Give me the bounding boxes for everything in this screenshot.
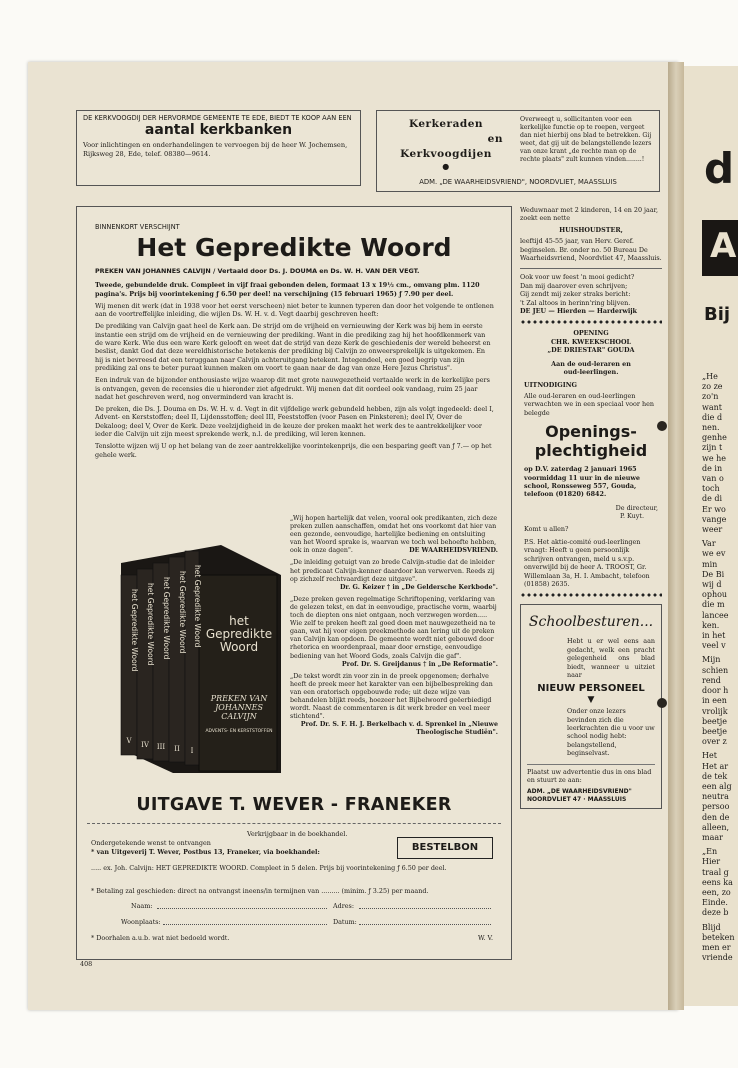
facing-text-line: genhe: [702, 433, 727, 443]
facing-text-line: „En: [702, 847, 718, 857]
facing-text-line: over z: [702, 737, 727, 747]
poem-line-2: Dan mij daarover even schrijven;: [520, 281, 628, 290]
facing-text-line: zo ze: [702, 382, 723, 392]
facing-text-line: in het: [702, 631, 726, 641]
main-para-5: Tenslotte wijzen wij U op het belang van de zeer aantrekkelijke voorintekenprijs, die een besparing geeft van ƒ 7.— op het gehele werk.: [95, 442, 492, 459]
gepredikte-woord-ad: [76, 206, 512, 960]
bestelbon-label: BESTELBON: [397, 837, 493, 859]
facing-letter-block: A: [710, 226, 737, 266]
opening-director: De directeur,: [615, 503, 658, 512]
poem-line-3: Gij zendt mij zeker straks bericht:: [520, 290, 631, 299]
facing-text-line: zo'n: [702, 392, 719, 402]
review-4-source: Prof. Dr. S. F. H. J. Berkelbach v. d. Sprenkel in „Nieuwe Theologische Studiën".: [300, 721, 498, 737]
facing-page: [684, 66, 738, 1006]
facing-text-line: want: [702, 402, 722, 412]
kerkbanken-title: aantal kerkbanken: [144, 122, 293, 139]
book-spine-2: het Gepredikte Woord: [178, 571, 187, 654]
review-3-source: Prof. Dr. S. Greijdanus † in „De Reformatie".: [341, 660, 498, 668]
school-ad: [520, 604, 662, 809]
widower-title: HUISHOUDSTER,: [559, 225, 623, 234]
main-kicker: BINNENKORT VERSCHIJNT: [95, 223, 180, 231]
facing-text-line: de di: [702, 494, 723, 504]
form-address-label: Adres:: [333, 902, 354, 910]
kerkeraden-title-1: Kerkeraden: [408, 118, 484, 130]
review-1-text: „Wij hopen hartelijk dat velen, vooral ook predikanten, zich deze preken zullen aanschaffen, omdat het ons voorkomt dat hier van een gezonde, eenvoudige, hartelijke bediening en ontsluiting van het Woord sprake is, waarvan we toch wel behoefte hebben, ook in onze dagen".: [290, 515, 498, 555]
facing-text-line: nen.: [702, 423, 720, 433]
review-1: [290, 515, 498, 555]
book-numeral-4: IV: [141, 741, 149, 749]
form-city-label: Woonplaats:: [121, 918, 161, 926]
kerkeraden-title-2: en: [487, 133, 503, 145]
review-4-text: „De tekst wordt zin voor zin in de preek opgenomen; derhalve heeft de preek meer het karakter van een bijbelbespreking dan van een oratorisch opgebouwde rede; uit deze wijze van behandelen blijkt reeds, hoezeer het Bijbelwoord geëerbiedigd wordt. Naast de commentaren is dit werk breder en veel meer stichtend".: [290, 672, 493, 721]
review-3-text: „Deze preken geven regelmatige Schriftopening, verklaring van de gelezen tekst, en dat in eenvoudige, practische vorm, waarbij toch de diepten ons niet ontgaan, noch verzwegen worden..... Wie zelf te preken heeft zal goed doen met nauwgezetheid na te gaan, wat hij voor eigen preekmethode aan lering uit de preken van Calvijn kan opdoen. De gemeente wordt niet gebouwd door rhetorica en woordenpraal, maar door ernstige, eenvoudige bediening van het Woord Gods, zoals Calvijn die gaf".: [290, 595, 497, 660]
opening-invite-1: Aan de oud-leraren en: [551, 359, 631, 368]
book-spine-1: het Gepredikte Woord: [193, 565, 202, 648]
review-2-text: „De inleiding getuigt van zo brede Calvijn-studie dat de inleider het predicaat Calvijn-kenner daardoor kan verwerven. Reeds zij op zichzelf rechtvaardigt deze uitgave".: [290, 559, 495, 583]
form-footnote: * Doorhalen a.u.b. wat niet bedoeld wordt.: [91, 934, 230, 942]
opening-ps: P.S. Het aktie-comité oud-leerlingen vraagt: Heeft u geen persoonlijk schrijven ontvangen, meld u s.v.p. onverwijld bij de heer A. TROOST, Gr. Willemlaan 3a, H. I. Ambacht, telefoon (01858) 2635.: [524, 537, 650, 588]
facing-text-line: den de: [702, 812, 730, 822]
main-title: Het Gepredikte Woord: [136, 233, 452, 262]
facing-text-column: [702, 372, 738, 963]
kerkeraden-address: ADM. „DE WAARHEIDSVRIEND", NOORDVLIET, MAASSLUIS: [419, 178, 617, 187]
opening-text-1: Alle oud-leraren en oud-leerlingen verwachten we in een speciaal voor hen belegde: [524, 391, 654, 417]
facing-text-line: Hier: [702, 857, 721, 867]
opening-head-3: „DE DRIESTAR" GOUDA: [547, 346, 635, 355]
facing-text-line: een alg: [702, 781, 732, 791]
book-numeral-5: V: [126, 737, 132, 745]
facing-text-line: die m: [702, 600, 725, 610]
facing-text-line: „He: [702, 372, 718, 381]
form-order-line: ..... ex. Joh. Calvijn: HET GEPREDIKTE WOORD. Compleet in 5 delen. Prijs bij voorintekening ƒ 6.50 per deel.: [91, 864, 447, 872]
facing-text-line: men er: [702, 942, 731, 952]
facing-text-line: beetje: [702, 726, 728, 736]
widower-ad: [520, 206, 662, 262]
book-numeral-1: I: [190, 747, 194, 755]
form-name-field[interactable]: [157, 908, 327, 909]
form-date-label: Datum:: [333, 918, 357, 926]
facing-text-line: beetje: [702, 716, 728, 726]
facing-text-line: veel v: [702, 641, 726, 651]
opening-head-2: CHR. KWEEKSCHOOL: [550, 337, 632, 346]
form-city-field[interactable]: [163, 924, 327, 925]
facing-text-line: ken.: [702, 620, 720, 630]
facing-text-line: eens ka: [702, 877, 733, 887]
facing-text-line: de tek: [702, 771, 728, 781]
facing-text-line: persoo: [702, 802, 730, 812]
main-specs: Tweede, gebundelde druk. Compleet in vijf fraai gebonden delen, formaat 13 x 19½ cm., omvang plm. 1120 pagina's. Prijs bij voorintekening ƒ 6.50 per deel! na verschijning (15 februari 1965) ƒ 7.90 per deel.: [95, 281, 480, 298]
facing-text-line: traal g: [702, 867, 729, 877]
widower-body: leeftijd 45-55 jaar, van Herv. Geref. beginselen. Br. onder no. 50 Bureau De Waarheidsvriend, Noordvliet 47, Maassluis.: [520, 237, 662, 263]
facing-text-line: de in: [702, 463, 723, 473]
facing-text-line: deze b: [702, 908, 729, 918]
main-para-1: Wij menen dit werk (dat in 1938 voor het eerst verscheen) niet beter te kunnen typeren dan door het volgende te ontlenen aan de voortreffelijke inleiding, die wijlen Ds. W. H. v. d. Vegt daarbij geschreven heeft:: [95, 301, 494, 319]
kerkeraden-body: Overweegt u, sollicitanten voor een kerkelijke functie op te roepen, vergeet dan niet hierbij ons blad te betrekken. Gij weet, dat gij uit de belangstellende lezers van onze krant „de rechte man op de rechte plaats" zult kunnen vinden........!: [520, 116, 652, 163]
order-form: [87, 823, 501, 954]
review-2: [290, 559, 498, 591]
binding-hole-1: [657, 421, 667, 431]
facing-text-line: Er wo: [702, 504, 726, 514]
kerkeraden-ad: Kerkeraden en Kerkvoogdijen ● Overweegt u, sollicitanten voor een kerkelijke functie op te roepen, vergeet dan niet hierbij ons blad te betrekken. Gij weet, dat gij uit de belangstellende lezers van onze krant „de rechte man op de rechte plaats" zult kunnen vinden........! ADM. „DE WAARHEIDSVRIEND", NOORDVLIET, MAASSLUIS: [376, 110, 660, 192]
facing-heading: Bij: [704, 304, 731, 325]
form-name-label: Naam:: [131, 902, 153, 910]
school-big: NIEUW PERSONEEL: [537, 683, 645, 695]
poem-sign: DE JEU — Hierden — Harderwijk: [520, 307, 637, 316]
facing-text-line: weer: [702, 525, 723, 535]
main-subtitle: PREKEN VAN JOHANNES CALVIJN / Vertaald door Ds. J. DOUMA en Ds. W. H. VAN DER VEGT.: [95, 267, 420, 275]
binding-hole-2: [657, 698, 667, 708]
review-4: [290, 673, 498, 738]
dotted-divider-2: [520, 592, 662, 598]
facing-text-line: vriende: [702, 953, 733, 963]
main-para-3: Een indruk van de bijzonder enthousiaste wijze waarop dit met grote nauwgezetheid vertaalde werk in de kerkelijke pers is ontvangen, geven de recensies die u hieronder ziet afgedrukt. Wij menen dat dit oordeel ook vandaag, ruim 25 jaar nadat het geschreven werd, nog onverminderd van kracht is.: [95, 376, 490, 401]
widower-intro: Weduwnaar met 2 kinderen, 14 en 20 jaar, zoekt een nette: [520, 206, 659, 223]
facing-text-line: we he: [702, 453, 727, 463]
facing-text-line: in een: [702, 696, 727, 706]
facing-text-line: vrolijk: [702, 706, 728, 716]
facing-text-line: zijn t: [702, 443, 723, 453]
facing-text-line: een, zo: [702, 887, 731, 897]
dotted-divider: [520, 319, 662, 325]
book-cover-title: het Gepredikte Woord: [205, 615, 273, 654]
book-spine-4: het Gepredikte Woord: [146, 583, 155, 666]
publisher-banner: UITGAVE T. WEVER - FRANEKER: [136, 795, 452, 815]
kerkbanken-heading: DE KERKVOOGDIJ DER HERVORMDE GEMEENTE TE EDE, BIEDT TE KOOP AAN EEN: [83, 114, 352, 122]
form-address-field[interactable]: [359, 908, 491, 909]
right-column: [520, 206, 662, 809]
review-3: [290, 596, 498, 669]
poem-line-4: 't Zal altoos in herinn'ring blijven.: [520, 298, 631, 307]
facing-text-line: van o: [702, 474, 724, 484]
book-spine-gutter: [668, 62, 684, 1010]
books-illustration: [103, 535, 283, 775]
opening-director-name: P. Kuyt.: [619, 512, 644, 521]
facing-text-line: Het ar: [702, 761, 729, 771]
form-from: * van Uitgeverij T. Wever, Postbus 13, Franeker, via boekhandel:: [91, 848, 320, 856]
facing-text-line: lancee: [702, 610, 729, 620]
opening-head-1: OPENING: [573, 329, 609, 338]
facing-text-line: wij d: [702, 580, 722, 590]
main-para-2: De prediking van Calvijn gaat heel de Kerk aan. De strijd om de vrijheid en vernieuwing der Kerk was bij hem in eerste instantie een strijd om de vrijheid en de vernieuwing der prediking. Want in die prediking zag hij het hoofdkenmerk van de ware Kerk. Wie dus een ware Kerk gelooft en weet dat de strijd van deze Kerk de geschiedenis der wereld beheerst en beslist, dankt God dat deze wereldhistorische betekenis der prediking bij Calvijn zo onweersprekelijk is uitgekomen. En hij is niet bevreesd dat een teruggaan naar Calvijn achteruitgang betekent. Integendeel, een goed begrip van zijn prediking zal ons te beter puraat kunnen maken om voort te gaan naar de dag van onze Here Jezus Christus".: [95, 322, 491, 372]
kerkbanken-body: Voor inlichtingen en onderhandelingen te vervoegen bij de heer W. Jochemsen, Rijksweg 28, Ede, telef. 08380—9614.: [83, 141, 348, 158]
review-2-source: Dr. G. Keizer † in „De Geldersche Kerkbode".: [339, 583, 498, 591]
facing-text-line: beteken: [702, 932, 735, 942]
facing-text-line: neutra: [702, 792, 729, 802]
opening-question: Komt u allen?: [524, 524, 569, 533]
facing-text-line: rend: [702, 675, 721, 685]
book-spine-5: het Gepredikte Woord: [130, 589, 139, 672]
form-intro: Ondergetekende wenst te ontvangen: [91, 839, 211, 847]
page-number: 408: [80, 960, 93, 968]
book-cover-sub: PREKEN VAN JOHANNES CALVIJN: [210, 694, 268, 721]
facing-text-line: ophou: [702, 590, 728, 600]
school-text-2: Onder onze lezers bevinden zich die leerkrachten die u voor uw school nodig hebt: belangstellend, beginselvast.: [567, 707, 655, 758]
school-address: ADM. „DE WAARHEIDSVRIEND" NOORDVLIET 47 · MAASSLUIS: [527, 787, 632, 803]
poem-line-1: Ook voor uw feest 'n mooi gedicht?: [520, 273, 635, 282]
review-1-source: DE WAARHEIDSVRIEND.: [409, 547, 498, 555]
book-numeral-2: II: [174, 745, 180, 753]
facing-text-line: maar: [702, 832, 723, 842]
main-para-4: De preken, die Ds. J. Douma en Ds. W. H. v. d. Vegt in dit vijfdelige werk gebundeld hebben, zijn als volgt ingedeeld: deel I, Advent- en Kerststoffen; deel II, Lijdensstoffen; deel III, Feeststoffen (voor Pasen en Pinksteren); deel IV, Over de Dekaloog; deel V, Over de Kerk. Deze veelzijdigheid in de keuze der preken maakt het werk des te aantrekkelijker voor ieder die Calvijn uit zijn meest sprekende werk, n.l. de prediking, wil leren kennen.: [95, 405, 494, 439]
school-script: Schoolbesturen...: [528, 614, 654, 631]
opening-big: Openings-plechtigheid: [534, 422, 648, 461]
facing-text-line: toch: [702, 484, 720, 494]
school-text-1: Hebt u er wel eens aan gedacht, welk een pracht gelegenheid ons blad biedt, wanneer u uitziet naar: [567, 637, 655, 680]
book-spine-3: het Gepredikte Woord: [162, 577, 171, 660]
opening-ad: [520, 329, 662, 588]
form-code: W. V.: [477, 934, 493, 942]
facing-big-letter: d: [704, 144, 735, 193]
facing-text-line: Het: [702, 751, 717, 761]
form-payment: * Betaling zal geschieden: direct na ontvangst ineens/in termijnen van ......... (minim. ƒ 3.25) per maand.: [91, 887, 429, 895]
facing-text-line: alleen,: [702, 822, 730, 832]
opening-label: UITNODIGING: [524, 380, 578, 389]
kerkbanken-ad: [76, 110, 361, 186]
kerkeraden-title-3: Kerkvoogdijen: [400, 148, 492, 160]
down-arrow-icon: ▼: [587, 694, 595, 705]
book-cover-foot: ADVENTS- EN KERSTSTOFFEN: [205, 729, 273, 734]
facing-text-line: Einde.: [702, 898, 728, 908]
form-available: Verkrijgbaar in de boekhandel.: [247, 830, 348, 838]
poem-ad: [520, 273, 662, 315]
facing-text-line: min: [702, 559, 718, 569]
school-text-3: Plaatst uw advertentie dus in ons blad en stuurt ze aan:: [527, 767, 652, 785]
facing-text-line: Var: [702, 539, 716, 549]
opening-invite-2: oud-leerlingen.: [563, 368, 619, 377]
facing-text-line: die d: [702, 412, 723, 422]
facing-text-line: vange: [702, 514, 727, 524]
book-numeral-3: III: [156, 743, 166, 751]
opening-text-2: op D.V. zaterdag 2 januari 1965 voormiddag 11 uur in de nieuwe school, Ronsseweg 557, Gouda, telefoon (01820) 6842.: [524, 465, 640, 499]
facing-text-line: schien: [702, 665, 729, 675]
facing-text-line: door h: [702, 686, 729, 696]
facing-text-line: Mijn: [702, 655, 721, 665]
form-date-field[interactable]: [359, 924, 491, 925]
facing-text-line: we ev: [702, 549, 726, 559]
facing-text-line: De Bi: [702, 569, 725, 579]
facing-text-line: Blijd: [702, 922, 721, 932]
